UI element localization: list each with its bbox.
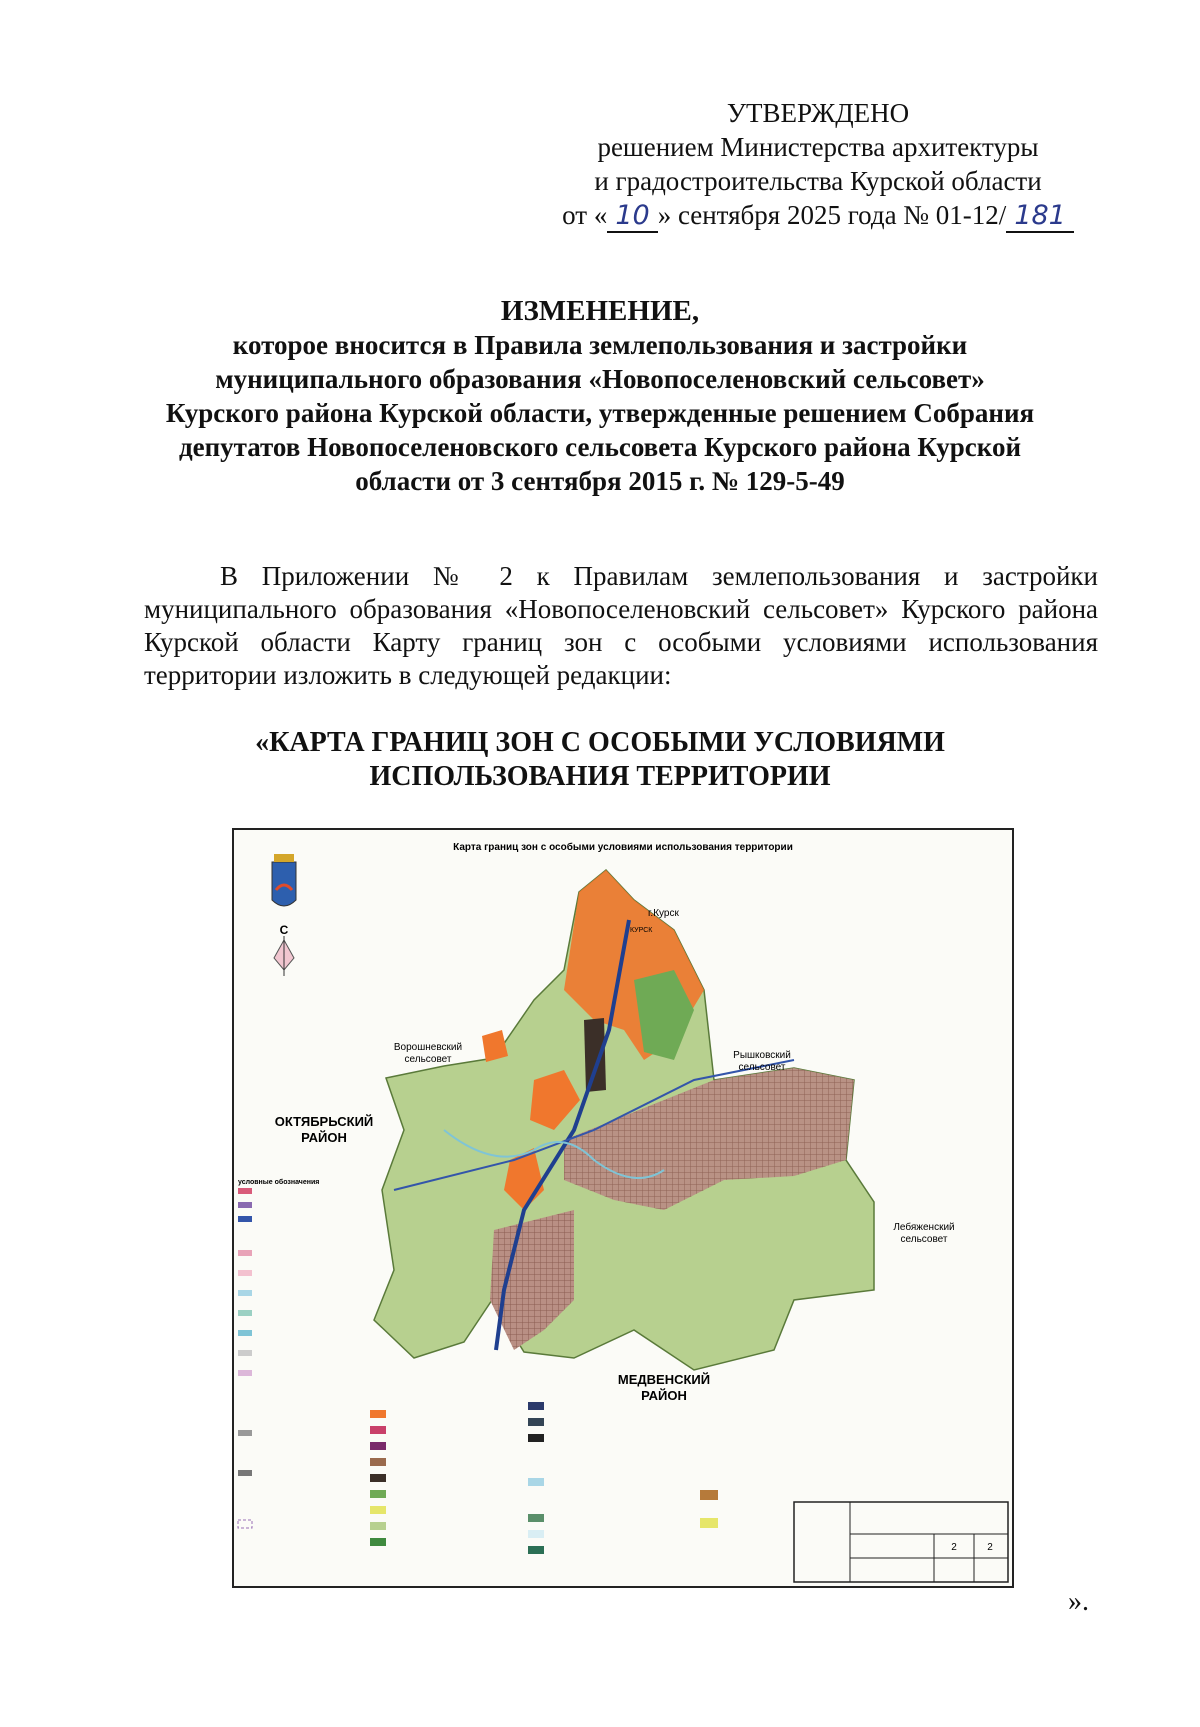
legend-left [238,1188,252,1528]
approval-line-2: решением Министерства архитектуры [597,132,1039,162]
approval-title: УТВЕРЖДЕНО [726,98,910,128]
label-medvensky-1: МЕДВЕНСКИЙ [617,1372,711,1387]
label-kursk: г.Курск [648,908,679,919]
approval-line-3: и градостроительства Курской области [594,166,1042,196]
title-line-2: муниципального образования «Новопоселеновский сельсовет» [215,364,985,394]
map-heading-line-1: «КАРТА ГРАНИЦ ЗОН С ОСОБЫМИ УСЛОВИЯМИ [255,727,945,758]
closing-quote: ». [1068,1586,1089,1617]
sheet-number: 2 [987,1542,993,1553]
body-paragraph: В Приложении № 2 к Правилам землепользования и застройки муниципального образования «Новопоселеновский сельсовет» Курского района Курской области Карту границ зон с особыми условиями использования территории изложить в следующей редакции: [144,561,1098,690]
label-voroshnevsky-1: Ворошневский [393,1042,463,1053]
title-line-5: области от 3 сентября 2015 г. № 129-5-49 [355,466,845,496]
compass-icon [274,923,294,976]
title-heading: ИЗМЕНЕНИЕ, [500,295,700,327]
label-oktyabrsky-1: ОКТЯБРЬСКИЙ [274,1114,374,1129]
map-heading [120,726,1080,794]
approval-stamp [538,96,1098,233]
label-oktyabrsky-2: РАЙОН [301,1130,347,1145]
zoning-map [232,828,1014,1588]
sheets-total: 2 [951,1542,957,1553]
label-lebyazhensky-2: сельсовет [900,1234,948,1245]
label-medvensky-2: РАЙОН [641,1388,687,1403]
title-line-1: которое вносится в Правила землепользования и застройки [232,330,968,360]
title-block-stamp [794,1502,1008,1582]
label-voroshnevsky-2: сельсовет [404,1054,452,1065]
date-middle: » сентября 2025 года № 01-12/ [657,200,1007,230]
map-svg [234,830,1012,1586]
map-inner-title: Карта границ зон с особыми условиями использования территории [453,842,793,853]
date-prefix: от « [562,200,608,230]
label-kursk-small: КУРСК [630,927,653,934]
handwritten-number: 181 [1006,200,1074,233]
legend-title: условные обозначения [238,1179,320,1186]
map-heading-line-2: ИСПОЛЬЗОВАНИЯ ТЕРРИТОРИИ [369,761,831,792]
compass-north-label: С [279,923,289,937]
zone-dark-industrial [584,1018,606,1092]
document-title [120,294,1080,498]
legend-bottom [370,1402,718,1554]
label-lebyazhensky-1: Лебяженский [893,1222,955,1233]
approval-date-line [538,198,1098,233]
label-ryshkovsky-2: сельсовет [738,1062,786,1073]
title-line-3: Курского района Курской области, утвержденные решением Собрания [165,398,1035,428]
coat-of-arms-icon [272,854,296,906]
label-ryshkovsky-1: Рышковский [733,1050,791,1061]
title-line-4: депутатов Новопоселеновского сельсовета Курского района Курской [178,432,1022,462]
handwritten-day: 10 [607,200,657,233]
